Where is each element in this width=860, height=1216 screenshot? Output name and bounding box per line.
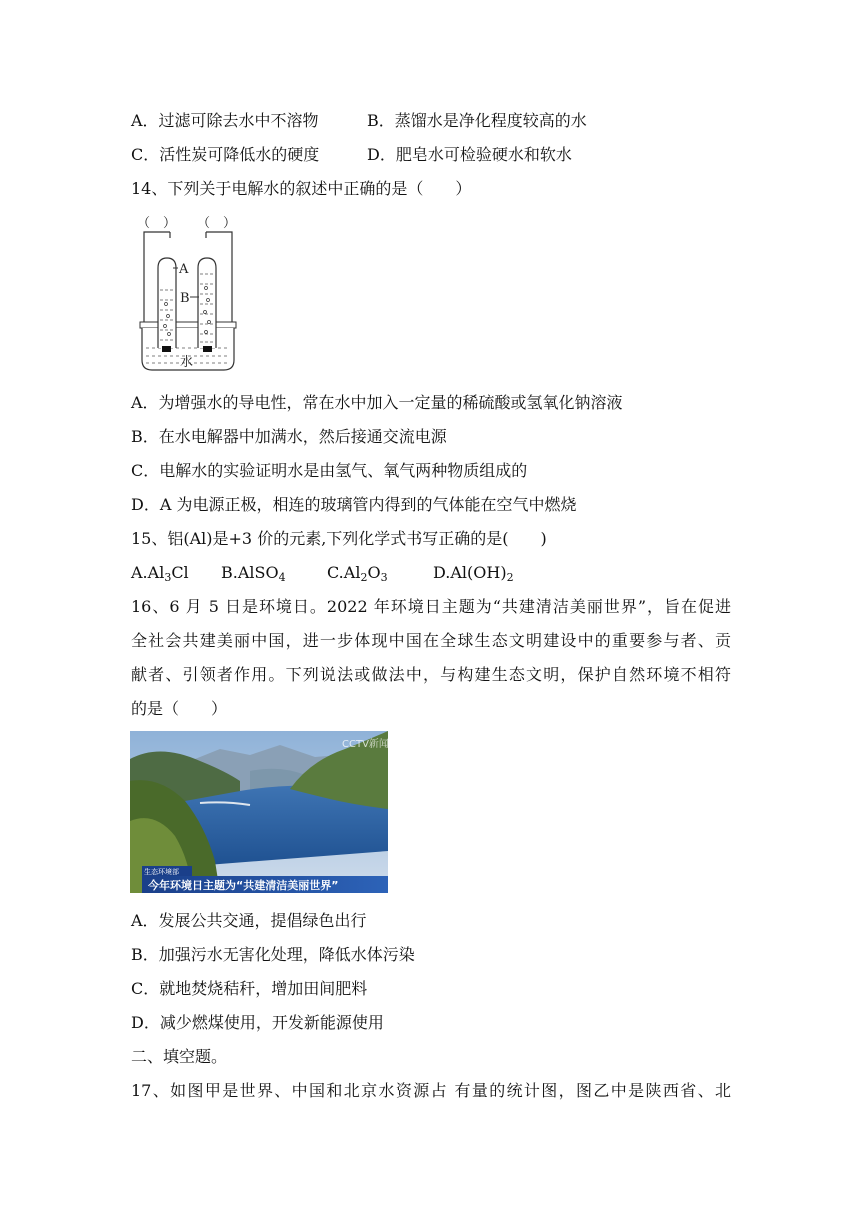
label-b: B [180,291,190,306]
left-test-tube [158,258,176,352]
q16-option-c: C．就地焚烧秸秆，增加田间肥料 [131,979,368,998]
q16-option-a: A．发展公共交通，提倡绿色出行 [131,911,367,930]
q13-options-row-1 [131,109,587,133]
photo-caption: 今年环境日主题为“共建清洁美丽世界” [148,879,339,892]
q13-option-b: B．蒸馏水是净化程度较高的水 [367,111,587,130]
q13-option-c: C．活性炭可降低水的硬度 [131,145,320,164]
q15-options-row [131,561,514,590]
q14-option-c: C．电解水的实验证明水是由氢气、氧气两种物质组成的 [131,461,528,480]
electrolysis-diagram [134,208,246,378]
q16-stem-line-3: 献者、引领者作用。下列说法或做法中，与构建生态文明，保护自然环境不相符 [131,665,731,684]
label-a: A [179,262,189,277]
right-test-tube [198,258,216,352]
q14-stem: 14、下列关于电解水的叙述中正确的是（ ） [131,179,472,198]
q16-option-b: B．加强污水无害化处理，降低水体污染 [131,945,415,964]
electrode-label-right: （ ） [197,216,237,231]
q15-option-a: $A.Al_3Cl$ [131,563,189,584]
q15-stem: 15、铝(Al)是+3 价的元素,下列化学式书写正确的是( ) [131,529,547,548]
q15-option-c: $C.Al_2O_3$ [327,563,388,584]
section-title: 二、填空题。 [131,1047,228,1066]
photo-tag: 生态环境部 [144,868,179,876]
q17-stem-line-1: 17、如图甲是世界、中国和北京水资源占 有量的统计图，图乙中是陕西省、北 [131,1081,731,1100]
q14-option-a: A．为增强水的导电性，常在水中加入一定量的稀硫酸或氢氧化钠溶液 [131,393,623,412]
q16-stem-line-1: 16、6 月 5 日是环境日。2022 年环境日主题为“共建清洁美丽世界”，旨在促进 [131,597,731,616]
q15-option-d: $D.Al(OH)_2$ [433,563,514,584]
q16-stem-line-4: 的是（ ） [131,699,228,718]
q16-stem-line-2: 全社会共建美丽中国，进一步体现中国在全球生态文明建设中的重要参与者、贡 [131,631,731,650]
q16-option-d: D．减少燃煤使用，开发新能源使用 [131,1013,384,1032]
cctv-logo: CCTV新闻 [342,739,388,750]
q15-option-b: B.AlSO$_4$ [221,563,286,584]
environment-day-photo [130,731,388,893]
q14-option-d: D．A 为电源正极，相连的玻璃管内得到的气体能在空气中燃烧 [131,495,577,514]
electrode-label-left: （ ） [137,216,177,231]
label-water: 水 [180,355,194,370]
q13-option-a: A．过滤可除去水中不溶物 [131,111,319,130]
q14-option-b: B．在水电解器中加满水，然后接通交流电源 [131,427,447,446]
q13-options-row-2 [131,143,572,167]
q13-option-d: D．肥皂水可检验硬水和软水 [367,145,572,164]
